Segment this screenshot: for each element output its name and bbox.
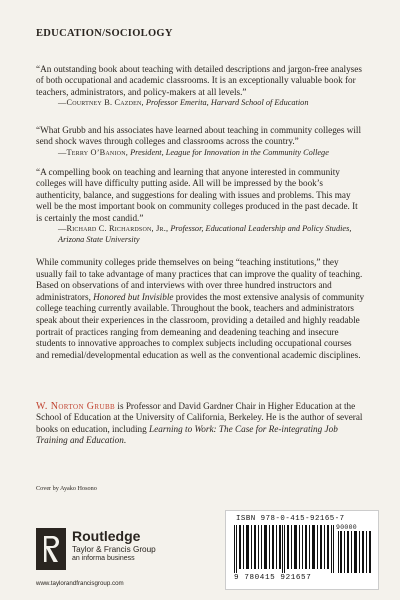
publisher-tagline: an informa business: [72, 555, 135, 562]
cover-credit: Cover by Ayako Hosono: [36, 485, 97, 492]
review-quote-3: [36, 167, 366, 245]
quote-text: “A compelling book on teaching and learning that anyone interested in community colleges will have difficulty putting aside. All will be impressed by the book’s authenticity, balance, and suggestions for dealing with issues and problems. This may well be the most important book on community colleges produced in the past decade. It is certainly the most candid.”: [36, 167, 358, 223]
publisher-url: www.taylorandfrancisgroup.com: [36, 580, 124, 587]
quote-text: “What Grubb and his associates have learned about teaching in community colleges will send shock waves through colleges and classrooms across the country.”: [36, 125, 362, 147]
isbn-number: ISBN 978-0-415-92165-7: [236, 515, 345, 523]
routledge-logo-icon: [36, 528, 66, 570]
quote-attribution: —Richard C. Richardson, Jr., Professor, Educational Leadership and Policy Studies, Arizona State University: [58, 224, 352, 244]
quote-attribution: —Courtney B. Cazden, Professor Emerita, Harvard School of Education: [58, 98, 309, 108]
price-addon-number: 90000: [336, 524, 358, 531]
author-name: W. Norton Grubb: [36, 401, 116, 412]
quote-text: “An outstanding book about teaching with detailed descriptions and jargon-free analyses of both occupational and academic classrooms. It is an exceptionally valuable book for teachers, administrators, and policy-makers at all levels.”: [36, 64, 362, 97]
barcode: [225, 510, 379, 590]
publisher-name: Routledge: [72, 528, 141, 544]
publisher-group: Taylor & Francis Group: [72, 545, 156, 554]
ean-barcode-icon: [234, 525, 334, 573]
addon-barcode-icon: [338, 531, 372, 573]
category-label: EDUCATION/SOCIOLOGY: [36, 28, 173, 39]
quote-attribution: —Terry O’Banion, President, League for Innovation in the Community College: [58, 147, 329, 157]
author-bio: W. Norton Grubb is Professor and David Gardner Chair in Higher Education at the School of Education at the University of California, Berkeley. He is the author of several books on education, including Learning to Work: The Case for Re-integrating Job Training and Education.: [36, 401, 363, 446]
book-title: Honored but Invisible: [93, 291, 174, 302]
review-quote-1: [36, 64, 366, 109]
ean-number: 9 780415 921657: [234, 574, 312, 582]
book-description: While community colleges pride themselves on being “teaching institutions,” they usually fail to take advantage of many practices that can improve the quality of teaching. Based on observations of and interviews with over three hundred instructors and administrators, Honored but Invisible provides the most extensive analysis of community college teaching currently available. Throughout the book, teachers and administrators speak about their experiences in the classroom, providing a detailed and highly readable portrait of practices ranging from demeaning and deadening teaching and insecure students to innovative approaches to complex subjects including occupational courses and remedial/developmental education as well as the conventional academic disciplines.: [36, 257, 365, 360]
review-quote-2: [36, 125, 366, 158]
author-book-title: Learning to Work: The Case for Re-integrating Job Training and Education: [36, 423, 338, 446]
